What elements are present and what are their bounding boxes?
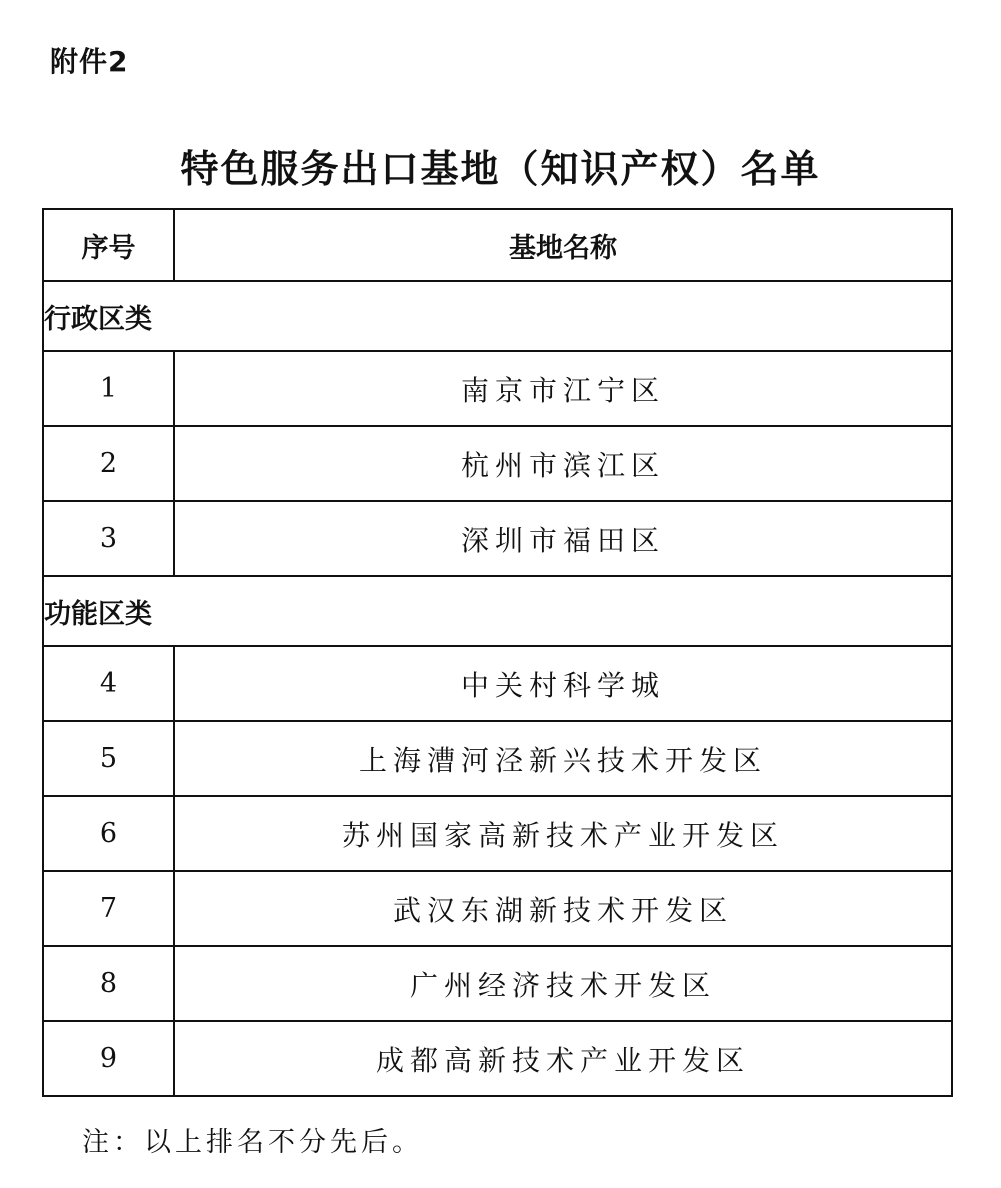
row-name: 中关村科学城 <box>174 646 952 721</box>
row-name: 广州经济技术开发区 <box>174 946 952 1021</box>
document-title: 特色服务出口基地（知识产权）名单 <box>180 146 821 191</box>
row-seq: 2 <box>43 426 174 501</box>
row-seq: 1 <box>43 351 174 426</box>
table-row <box>43 351 952 426</box>
table-row <box>43 721 952 796</box>
row-name: 苏州国家高新技术产业开发区 <box>174 796 952 871</box>
table-row <box>43 426 952 501</box>
row-name: 上海漕河泾新兴技术开发区 <box>174 721 952 796</box>
row-name: 南京市江宁区 <box>174 351 952 426</box>
category-row <box>43 281 952 351</box>
table-row <box>43 1021 952 1096</box>
table-row <box>43 796 952 871</box>
table-row <box>43 946 952 1021</box>
row-seq: 4 <box>43 646 174 721</box>
table-header-row <box>43 209 952 281</box>
footnote: 注：以上排名不分先后。 <box>82 1127 423 1158</box>
row-seq: 3 <box>43 501 174 576</box>
category-label: 功能区类 <box>43 576 952 646</box>
row-name: 成都高新技术产业开发区 <box>174 1021 952 1096</box>
base-list-table <box>42 208 953 1097</box>
row-name: 武汉东湖新技术开发区 <box>174 871 952 946</box>
row-seq: 9 <box>43 1021 174 1096</box>
table-row <box>43 646 952 721</box>
row-name: 深圳市福田区 <box>174 501 952 576</box>
row-seq: 8 <box>43 946 174 1021</box>
row-name: 杭州市滨江区 <box>174 426 952 501</box>
category-row <box>43 576 952 646</box>
table-row <box>43 871 952 946</box>
row-seq: 5 <box>43 721 174 796</box>
header-name: 基地名称 <box>174 209 952 281</box>
row-seq: 7 <box>43 871 174 946</box>
row-seq: 6 <box>43 796 174 871</box>
header-seq: 序号 <box>43 209 174 281</box>
table-row <box>43 501 952 576</box>
attachment-label: 附件2 <box>50 45 129 78</box>
category-label: 行政区类 <box>43 281 952 351</box>
